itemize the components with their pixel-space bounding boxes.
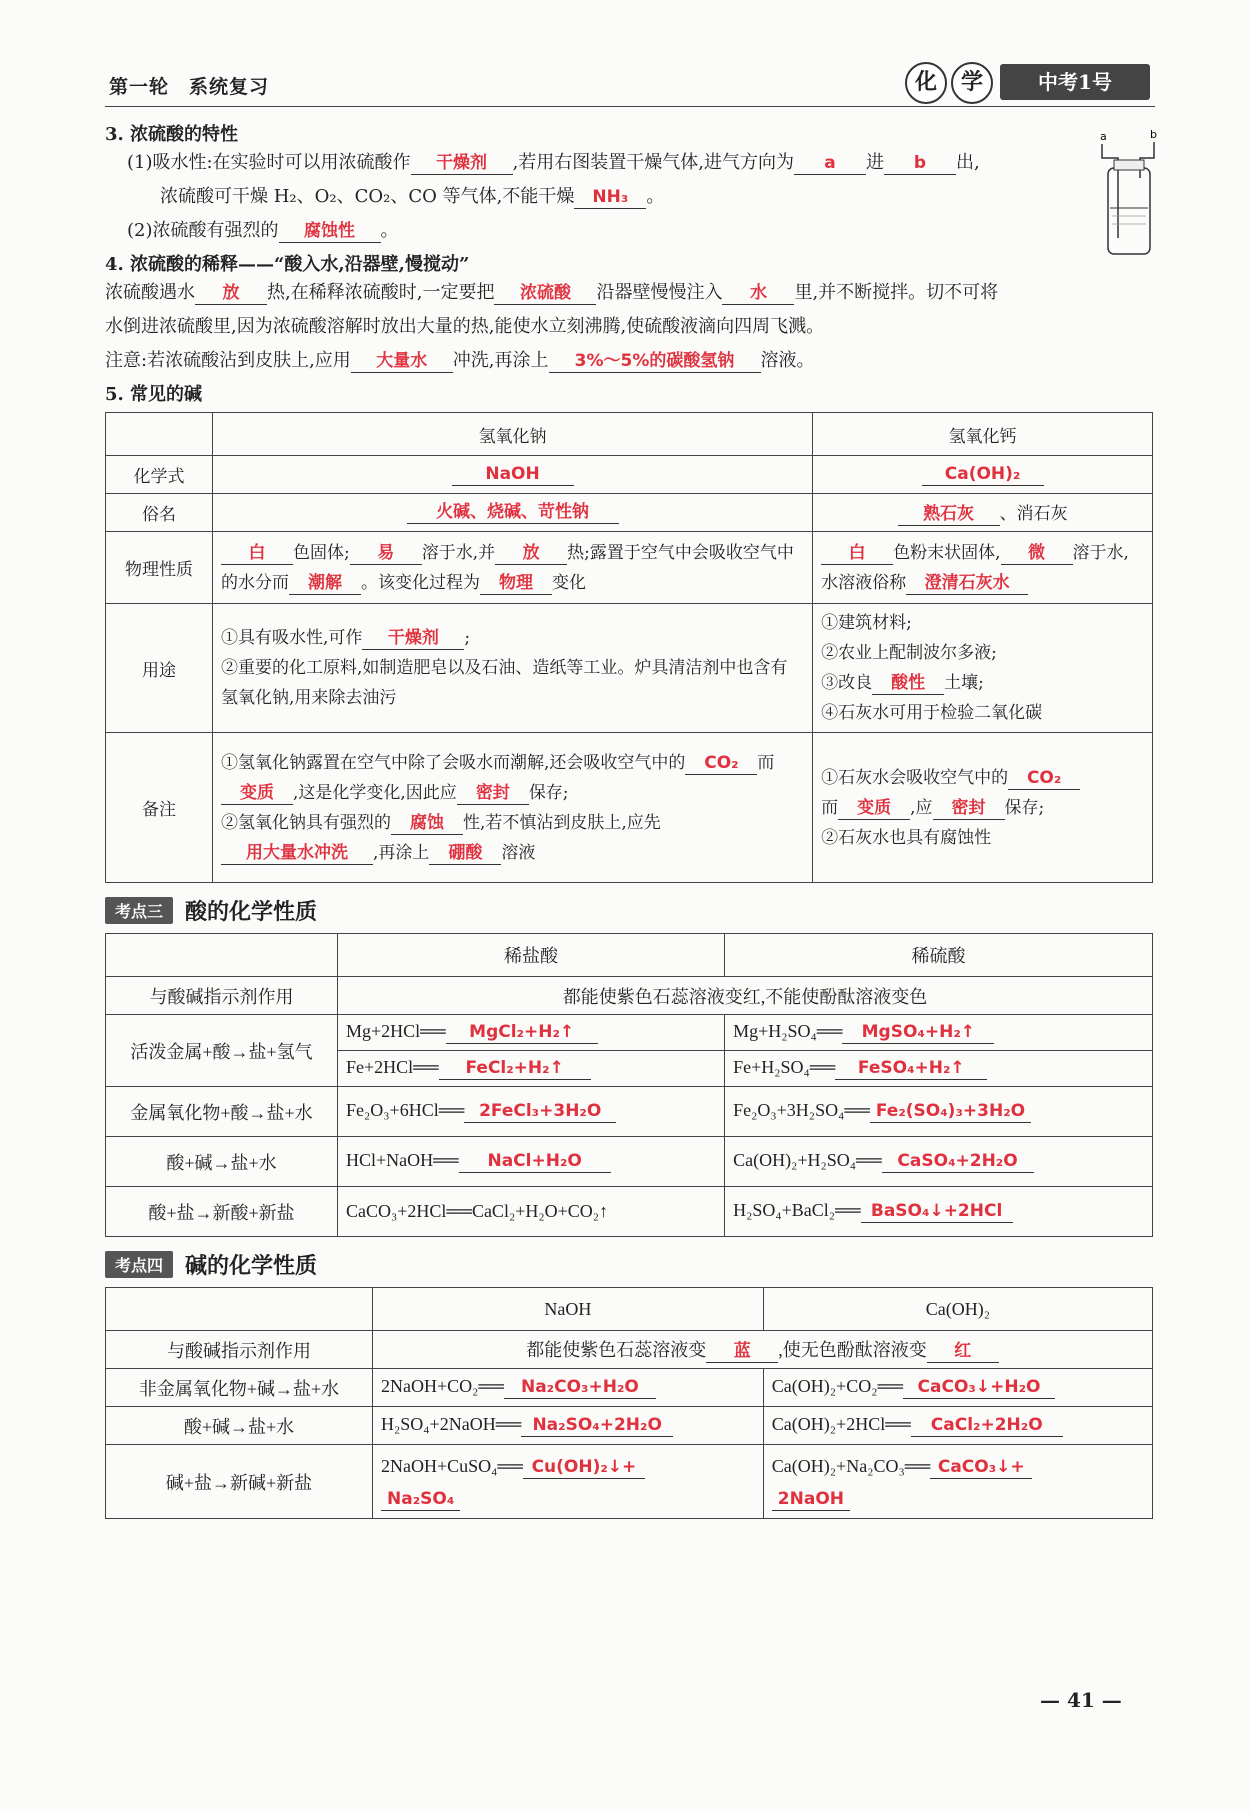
row-base-salt: 碱+盐→新碱+新盐: [106, 1445, 373, 1519]
hcl-fe2o3: Fe₂O₃+6HCl══ 2FeCl₃+3H₂O: [338, 1087, 725, 1137]
row-indicator: 与酸碱指示剂作用: [106, 977, 338, 1015]
page-header: [105, 64, 1155, 107]
row-uses: 用途: [106, 604, 213, 733]
row-metal-oxide: 金属氧化物+酸→盐+水: [106, 1087, 338, 1137]
h2so4-caoh2: Ca(OH)₂+H₂SO₄══ CaSO₄+2H₂O: [725, 1137, 1153, 1187]
kaodian-4-heading: [105, 1247, 1155, 1281]
row-formula: 化学式: [106, 456, 213, 494]
s4-line-1: 浓硫酸遇水 放 热,在稀释浓硫酸时,一定要把 浓硫酸 沿器壁慢慢注入 水 里,并不断搅拌。切不可将: [105, 282, 999, 303]
hcl-fe: Fe+2HCl══ FeCl₂+H₂↑: [338, 1051, 725, 1087]
naoh-formula: NaOH: [452, 463, 574, 486]
hcl-naoh: HCl+NaOH══ NaCl+H₂O: [338, 1137, 725, 1187]
naoh-h2so4: H₂SO₄+2NaOH══ Na₂SO₄+2H₂O: [373, 1407, 764, 1445]
naoh-cuso4: 2NaOH+CuSO₄══ Cu(OH)₂↓+ Na₂SO₄: [373, 1445, 764, 1519]
col-caoh2-2: Ca(OH)₂: [763, 1288, 1152, 1331]
caoh2-physical: 白 色粉末状固体, 微 溶于水,水溶液俗称 澄清石灰水: [813, 532, 1153, 604]
h2so4-bacl2: H₂SO₄+BaCl₂══ BaSO₄↓+2HCl: [725, 1187, 1153, 1237]
page-number: — 41 —: [1040, 1688, 1122, 1712]
h2so4-fe2o3: Fe₂O₃+3H₂SO₄══ Fe₂(SO₄)₃+3H₂O: [725, 1087, 1153, 1137]
row-acid-base-2: 酸+碱→盐+水: [106, 1407, 373, 1445]
kaodian-4-title: 碱的化学性质: [185, 1252, 318, 1279]
row-common-name: 俗名: [106, 494, 213, 532]
naoh-uses: ①具有吸水性,可作 干燥剂 ; ②重要的化工原料,如制造肥皂以及石油、造纸等工业。炉具清洁剂中也含有氢氧化钠,用来除去油污: [213, 604, 813, 733]
kaodian-4-tag: 考点四: [105, 1251, 173, 1278]
s3-line-3: (2)浓硫酸有强烈的 腐蚀性 。: [127, 220, 399, 241]
section-3-title: 3. 浓硫酸的特性: [105, 124, 239, 145]
naoh-co2: 2NaOH+CO₂══ Na₂CO₃+H₂O: [373, 1369, 764, 1407]
row-active-metal: 活泼金属+酸→盐+氢气: [106, 1015, 338, 1087]
subject-char-1: 化: [905, 62, 947, 104]
s4-line-3: 注意:若浓硫酸沾到皮肤上,应用 大量水 冲洗,再涂上 3%～5%的碳酸氢钠 溶液。: [105, 350, 815, 371]
s3-line-1: (1)吸水性:在实验时可以用浓硫酸作 干燥剂 ,若用右图装置干燥气体,进气方向为 a 进 b 出,: [127, 152, 980, 173]
row-notes: 备注: [106, 733, 213, 883]
subject-char-2: 学: [951, 62, 993, 104]
base-properties-table: [105, 1287, 1153, 1519]
col-naoh: 氢氧化钠: [213, 413, 813, 456]
brand-badge: 中考1号: [1000, 64, 1150, 100]
bases-table: 氢氧化钠 氢氧化钙 化学式 NaOH Ca(OH)₂ 俗名 火碱、烧碱、苛性钠 熟石灰 、消石灰 物理性质 白 色固体; 易 溶于水,并 放 热;露置于空气中会吸收空气中的水分而 潮解 。该变化过程为 物理 变化 白 色粉末状固体, 微 溶于水,水溶液俗称 澄清石灰水 用途 ①具有吸水性,可作 干燥剂 ; ②重要的化工原料,如制造肥皂以及石油、造纸等工业。炉具清洁剂中也含有氢氧化钠,用来除去油污 ①建筑材料; ②农业上配制波尔多液; ③改良 酸性 土壤; ④石灰水可用于检验二氧化碳 备注 ①氢氧化钠露置在空气中除了会吸水而潮解,还会吸收空气中的 CO₂ 而变质 ,这是化学变化,因此应 密封 保存; ②氢氧化钠具有强烈的 腐蚀 性,若不慎沾到皮肤上,应先用大量水冲洗 ,再涂上 硼酸 溶液 ①石灰水会吸收空气中的 CO₂ 而 变质 ,应 密封 保存; ②石灰水也具有腐蚀性: [105, 412, 1153, 883]
naoh-physical: 白 色固体; 易 溶于水,并 放 热;露置于空气中会吸收空气中的水分而 潮解 。该变化过程为 物理 变化: [213, 532, 813, 604]
caoh2-notes: ①石灰水会吸收空气中的 CO₂ 而 变质 ,应 密封 保存; ②石灰水也具有腐蚀性: [813, 733, 1153, 883]
caoh2-uses: ①建筑材料; ②农业上配制波尔多液; ③改良 酸性 土壤; ④石灰水可用于检验二氧化碳: [813, 604, 1153, 733]
kaodian-3-title: 酸的化学性质: [185, 898, 318, 925]
col-h2so4: 稀硫酸: [725, 934, 1153, 977]
s4-line-2: 水倒进浓硫酸里,因为浓硫酸溶解时放出大量的热,能使水立刻沸腾,使硫酸液滴向四周飞溅。: [105, 316, 825, 337]
caoh2-co2: Ca(OH)₂+CO₂══ CaCO₃↓+H₂O: [763, 1369, 1152, 1407]
row-acid-base: 酸+碱→盐+水: [106, 1137, 338, 1187]
h2so4-fe: Fe+H₂SO₄══ FeSO₄+H₂↑: [725, 1051, 1153, 1087]
flask-label-b: b: [1150, 128, 1157, 141]
col-hcl: 稀盐酸: [338, 934, 725, 977]
flask-label-a: a: [1100, 130, 1107, 143]
row-acid-salt: 酸+盐→新酸+新盐: [106, 1187, 338, 1237]
section-5-title: 5. 常见的碱: [105, 384, 203, 405]
h2so4-mg: Mg+H₂SO₄══ MgSO₄+H₂↑: [725, 1015, 1153, 1051]
naoh-common-names: 火碱、烧碱、苛性钠: [407, 501, 619, 524]
caoh2-formula: Ca(OH)₂: [922, 463, 1044, 486]
caoh2-hcl: Ca(OH)₂+2HCl══ CaCl₂+2H₂O: [763, 1407, 1152, 1445]
acid-indicator-value: 都能使紫色石蕊溶液变红,不能使酚酞溶液变色: [338, 977, 1153, 1015]
kaodian-3-tag: 考点三: [105, 897, 173, 924]
header-title: 第一轮 系统复习: [109, 76, 270, 98]
row-nonmetal-oxide: 非金属氧化物+碱→盐+水: [106, 1369, 373, 1407]
naoh-notes: ①氢氧化钠露置在空气中除了会吸水而潮解,还会吸收空气中的 CO₂ 而变质 ,这是化学变化,因此应 密封 保存; ②氢氧化钠具有强烈的 腐蚀 性,若不慎沾到皮肤上,应先用大量水冲洗 ,再涂上 硼酸 溶液: [213, 733, 813, 883]
row-physical: 物理性质: [106, 532, 213, 604]
hcl-caco3: CaCO₃+2HCl══CaCl₂+H₂O+CO₂↑: [338, 1187, 725, 1237]
section-4-title: 4. 浓硫酸的稀释——“酸入水,沿器壁,慢搅动”: [105, 254, 470, 275]
hcl-mg: Mg+2HCl══ MgCl₂+H₂↑: [338, 1015, 725, 1051]
acid-properties-table: [105, 933, 1153, 1237]
col-naoh-2: NaOH: [373, 1288, 764, 1331]
row-indicator-2: 与酸碱指示剂作用: [106, 1331, 373, 1369]
s3-line-2: 浓硫酸可干燥 H₂、O₂、CO₂、CO 等气体,不能干燥 NH₃ 。: [160, 186, 665, 207]
col-caoh2: 氢氧化钙: [813, 413, 1153, 456]
kaodian-3-heading: [105, 893, 1155, 927]
caoh2-common-name: 熟石灰: [898, 503, 1000, 526]
subject-badge: [905, 62, 995, 102]
caoh2-na2co3: Ca(OH)₂+Na₂CO₃══ CaCO₃↓+ 2NaOH: [763, 1445, 1152, 1519]
base-indicator-value: 都能使紫色石蕊溶液变 蓝 ,使无色酚酞溶液变 红: [373, 1331, 1153, 1369]
